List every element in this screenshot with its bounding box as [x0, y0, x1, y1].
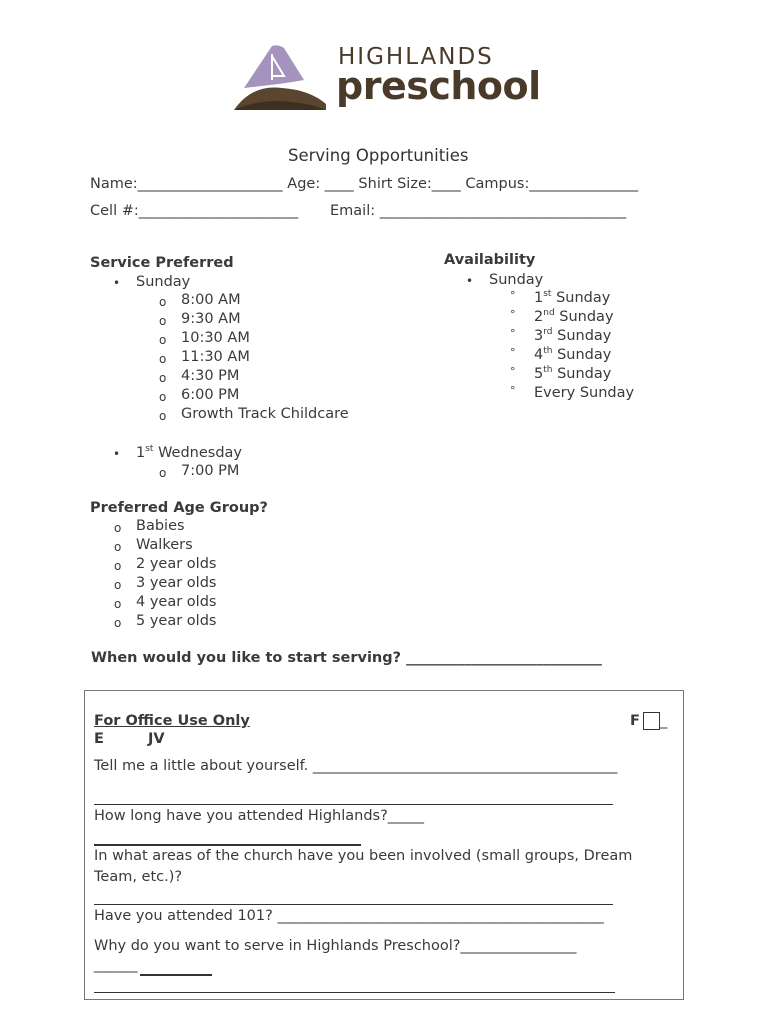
answer-line: [94, 992, 615, 993]
bullet-icon: •: [466, 274, 474, 288]
bullet-icon: •: [113, 447, 121, 461]
circle-bullet-icon: o: [159, 333, 167, 347]
fields-row-2-left: Cell #:______________________: [90, 203, 299, 219]
availability-text: Sunday: [557, 328, 612, 344]
age-group-item: Walkers: [136, 537, 193, 553]
availability-item: [534, 385, 634, 401]
office-use-box: [84, 690, 684, 1000]
service-time-item: 10:30 AM: [181, 330, 250, 346]
service-sunday-label: Sunday: [136, 274, 191, 290]
service-time-item: 8:00 AM: [181, 292, 241, 308]
degree-bullet-icon: °: [510, 289, 516, 302]
page-title: Serving Opportunities: [288, 146, 469, 165]
availability-sup: th: [543, 346, 553, 356]
circle-bullet-icon: o: [114, 597, 122, 611]
availability-num: 5: [534, 366, 544, 382]
circle-bullet-icon: o: [159, 352, 167, 366]
service-wednesday-label: 1st Wednesday: [136, 444, 243, 461]
availability-num: 2: [534, 309, 544, 325]
office-q3b: Team, etc.)?: [94, 869, 183, 885]
office-q5: Why do you want to serve in Highlands Preschool?________________: [94, 938, 577, 954]
logo-line1: HIGHLANDS: [338, 44, 494, 70]
answer-line: [140, 974, 212, 976]
availability-heading: Availability: [444, 252, 536, 268]
service-time-item: 9:30 AM: [181, 311, 241, 327]
office-heading: For Office Use Only: [94, 713, 250, 729]
age-group-item: 5 year olds: [136, 613, 217, 629]
availability-item: [534, 290, 610, 306]
start-question: When would you like to start serving? ___________________________: [91, 650, 602, 666]
circle-bullet-icon: o: [114, 521, 122, 535]
circle-bullet-icon: o: [159, 314, 167, 328]
fields-row-2-right: Email: __________________________________: [330, 203, 627, 219]
availability-item: [534, 366, 611, 382]
circle-bullet-icon: o: [114, 540, 122, 554]
degree-bullet-icon: °: [510, 346, 516, 359]
circle-bullet-icon: o: [114, 578, 122, 592]
availability-sup: th: [543, 365, 553, 375]
answer-line: [94, 804, 613, 805]
logo: [232, 44, 542, 116]
office-q1: Tell me a little about yourself. __________________________________________: [94, 758, 618, 774]
f-checkbox[interactable]: [643, 712, 660, 730]
age-group-item: Babies: [136, 518, 185, 534]
availability-item: [534, 309, 614, 325]
degree-bullet-icon: °: [510, 308, 516, 321]
service-time-item: 11:30 AM: [181, 349, 250, 365]
age-group-item: 4 year olds: [136, 594, 217, 610]
service-time-item: Growth Track Childcare: [181, 406, 349, 422]
availability-item: [534, 347, 611, 363]
degree-bullet-icon: °: [510, 384, 516, 397]
circle-bullet-icon: o: [114, 559, 122, 573]
office-e-label: E: [94, 731, 104, 747]
availability-text: Sunday: [559, 309, 614, 325]
availability-sup: st: [543, 289, 552, 299]
availability-sunday-label: Sunday: [489, 272, 544, 288]
age-group-item: 2 year olds: [136, 556, 217, 572]
availability-text: Sunday: [557, 347, 612, 363]
availability-text: Sunday: [557, 366, 612, 382]
answer-line: [94, 904, 613, 905]
office-q4: Have you attended 101? _____________________________________________: [94, 908, 604, 924]
age-group-item: 3 year olds: [136, 575, 217, 591]
circle-bullet-icon: o: [159, 371, 167, 385]
availability-num: 1: [534, 290, 544, 306]
logo-mark-icon: [232, 44, 328, 114]
office-jv-label: JV: [148, 731, 165, 747]
availability-num: 4: [534, 347, 544, 363]
bullet-icon: •: [113, 276, 121, 290]
degree-bullet-icon: °: [510, 327, 516, 340]
circle-bullet-icon: o: [159, 409, 167, 423]
office-q2: How long have you attended Highlands?_____: [94, 808, 425, 824]
office-q5b: ______: [94, 957, 138, 973]
service-time-item: 4:30 PM: [181, 368, 240, 384]
degree-bullet-icon: °: [510, 365, 516, 378]
logo-line2: preschool: [336, 64, 541, 108]
service-heading: Service Preferred: [90, 255, 234, 271]
availability-text: Sunday: [556, 290, 611, 306]
service-time-item: 6:00 PM: [181, 387, 240, 403]
checkbox-trail: _: [660, 713, 668, 729]
circle-bullet-icon: o: [114, 616, 122, 630]
availability-sup: nd: [543, 308, 555, 318]
office-q3: In what areas of the church have you been involved (small groups, Dream: [94, 848, 633, 864]
office-f-label: F: [630, 713, 640, 729]
availability-num: 3: [534, 328, 544, 344]
circle-bullet-icon: o: [159, 390, 167, 404]
wednesday-time-item: 7:00 PM: [181, 463, 240, 479]
fields-row-1: Name:____________________ Age: ____ Shirt Size:____ Campus:_______________: [90, 176, 639, 192]
circle-bullet-icon: o: [159, 295, 167, 309]
availability-sup: rd: [543, 327, 553, 337]
answer-line: [94, 844, 361, 846]
availability-text: Every Sunday: [534, 385, 635, 401]
availability-item: [534, 328, 611, 344]
age-group-heading: Preferred Age Group?: [90, 500, 268, 516]
circle-bullet-icon: o: [159, 466, 167, 480]
